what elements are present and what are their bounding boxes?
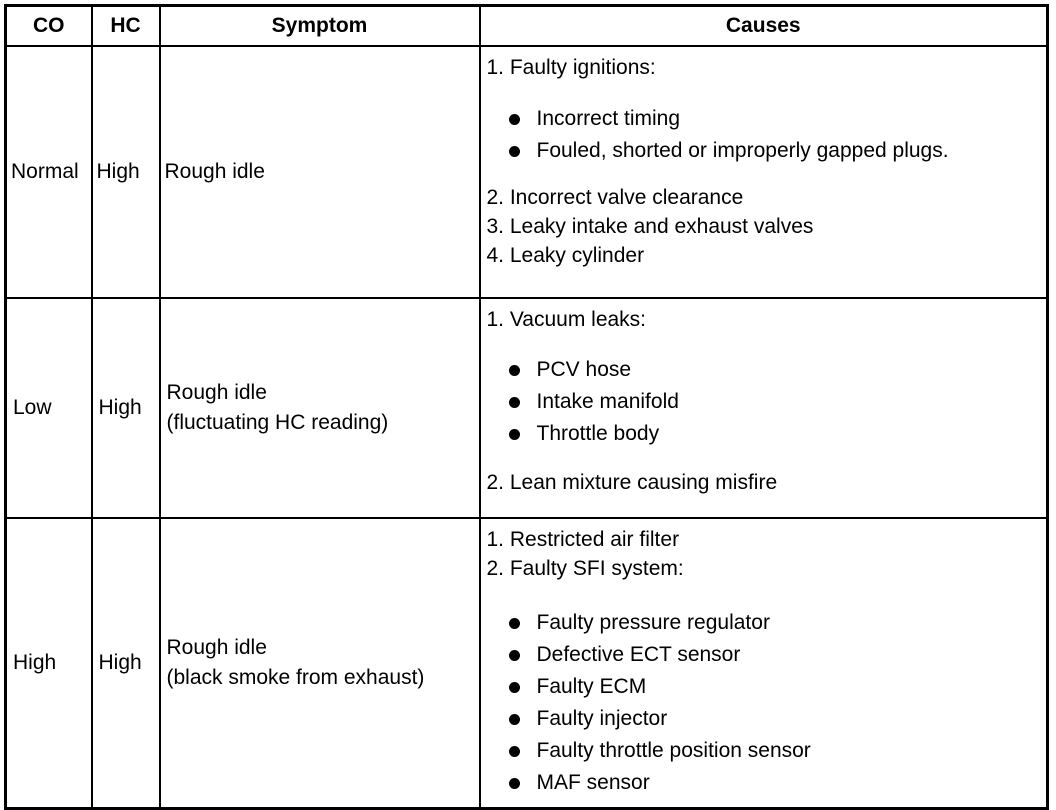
cause-line: 1. Vacuum leaks: [486, 308, 647, 331]
header-row [6, 6, 1048, 47]
cause-line: 3. Leaky intake and exhaust valves [486, 215, 814, 238]
header-symptom: Symptom [160, 6, 480, 47]
header-causes: Causes [480, 6, 1048, 47]
list-item [487, 671, 1043, 703]
bullet-text: Throttle body [536, 422, 660, 445]
list-item [487, 639, 1043, 671]
bullet-icon [509, 114, 520, 125]
hc-cell: High [92, 298, 160, 518]
symptom-cell [160, 518, 480, 808]
symptom-line: Rough idle [166, 381, 267, 404]
causes-cell [480, 46, 1048, 298]
co-cell: Normal [6, 46, 92, 298]
list-item [487, 735, 1043, 767]
bullet-text: Faulty throttle position sensor [536, 739, 811, 762]
symptom-line: Rough idle [164, 160, 265, 183]
list-item [487, 135, 1043, 167]
cause-line: 2. Lean mixture causing misfire [486, 471, 778, 494]
bullet-text: Incorrect timing [536, 107, 681, 130]
cause-bullet-list [487, 103, 1043, 167]
list-item [487, 767, 1043, 799]
bullet-icon [509, 618, 520, 629]
list-item [487, 354, 1043, 386]
symptom-line: Rough idle [166, 635, 267, 659]
causes-cell [480, 298, 1048, 518]
bullet-icon [509, 429, 520, 440]
bullet-text: Faulty pressure regulator [536, 611, 770, 634]
header-hc: HC [92, 6, 160, 47]
cause-line: 4. Leaky cylinder [486, 244, 645, 267]
bullet-icon [509, 714, 520, 725]
symptom-cell [160, 298, 480, 518]
bullet-icon [509, 146, 520, 157]
cause-line: 2. Incorrect valve clearance [486, 186, 744, 209]
bullet-icon [509, 397, 520, 408]
diagnosis-table [4, 4, 1049, 810]
bullet-text: MAF sensor [536, 771, 650, 794]
hc-cell: High [92, 46, 160, 298]
list-item [487, 386, 1043, 418]
table-row [6, 298, 1048, 518]
bullet-text: Fouled, shorted or improperly gapped plugs. [536, 139, 949, 162]
list-item [487, 607, 1043, 639]
table-row [6, 46, 1048, 298]
cause-bullet-list [487, 607, 1043, 799]
co-cell: Low [6, 298, 92, 518]
co-cell: High [6, 518, 92, 808]
causes-cell [480, 518, 1048, 808]
bullet-icon [509, 650, 520, 661]
bullet-text: PCV hose [536, 358, 632, 381]
list-item [487, 418, 1043, 450]
bullet-icon [509, 365, 520, 376]
cause-line: 1. Faulty ignitions: [486, 56, 656, 79]
list-item [487, 103, 1043, 135]
cause-bullet-list [487, 354, 1043, 450]
symptom-line: (black smoke from exhaust) [166, 665, 425, 689]
bullet-text: Faulty ECM [536, 675, 647, 698]
symptom-cell [160, 46, 480, 298]
header-co: CO [6, 6, 92, 47]
bullet-icon [509, 682, 520, 693]
bullet-text: Faulty injector [536, 707, 668, 730]
list-item [487, 703, 1043, 735]
bullet-text: Intake manifold [536, 390, 679, 413]
bullet-icon [509, 746, 520, 757]
bullet-icon [509, 778, 520, 789]
cause-line: 1. Restricted air filter [486, 528, 680, 551]
hc-cell: High [92, 518, 160, 808]
bullet-text: Defective ECT sensor [536, 643, 741, 666]
table-row [6, 518, 1048, 808]
symptom-line: (fluctuating HC reading) [166, 411, 389, 434]
cause-line: 2. Faulty SFI system: [486, 557, 684, 580]
